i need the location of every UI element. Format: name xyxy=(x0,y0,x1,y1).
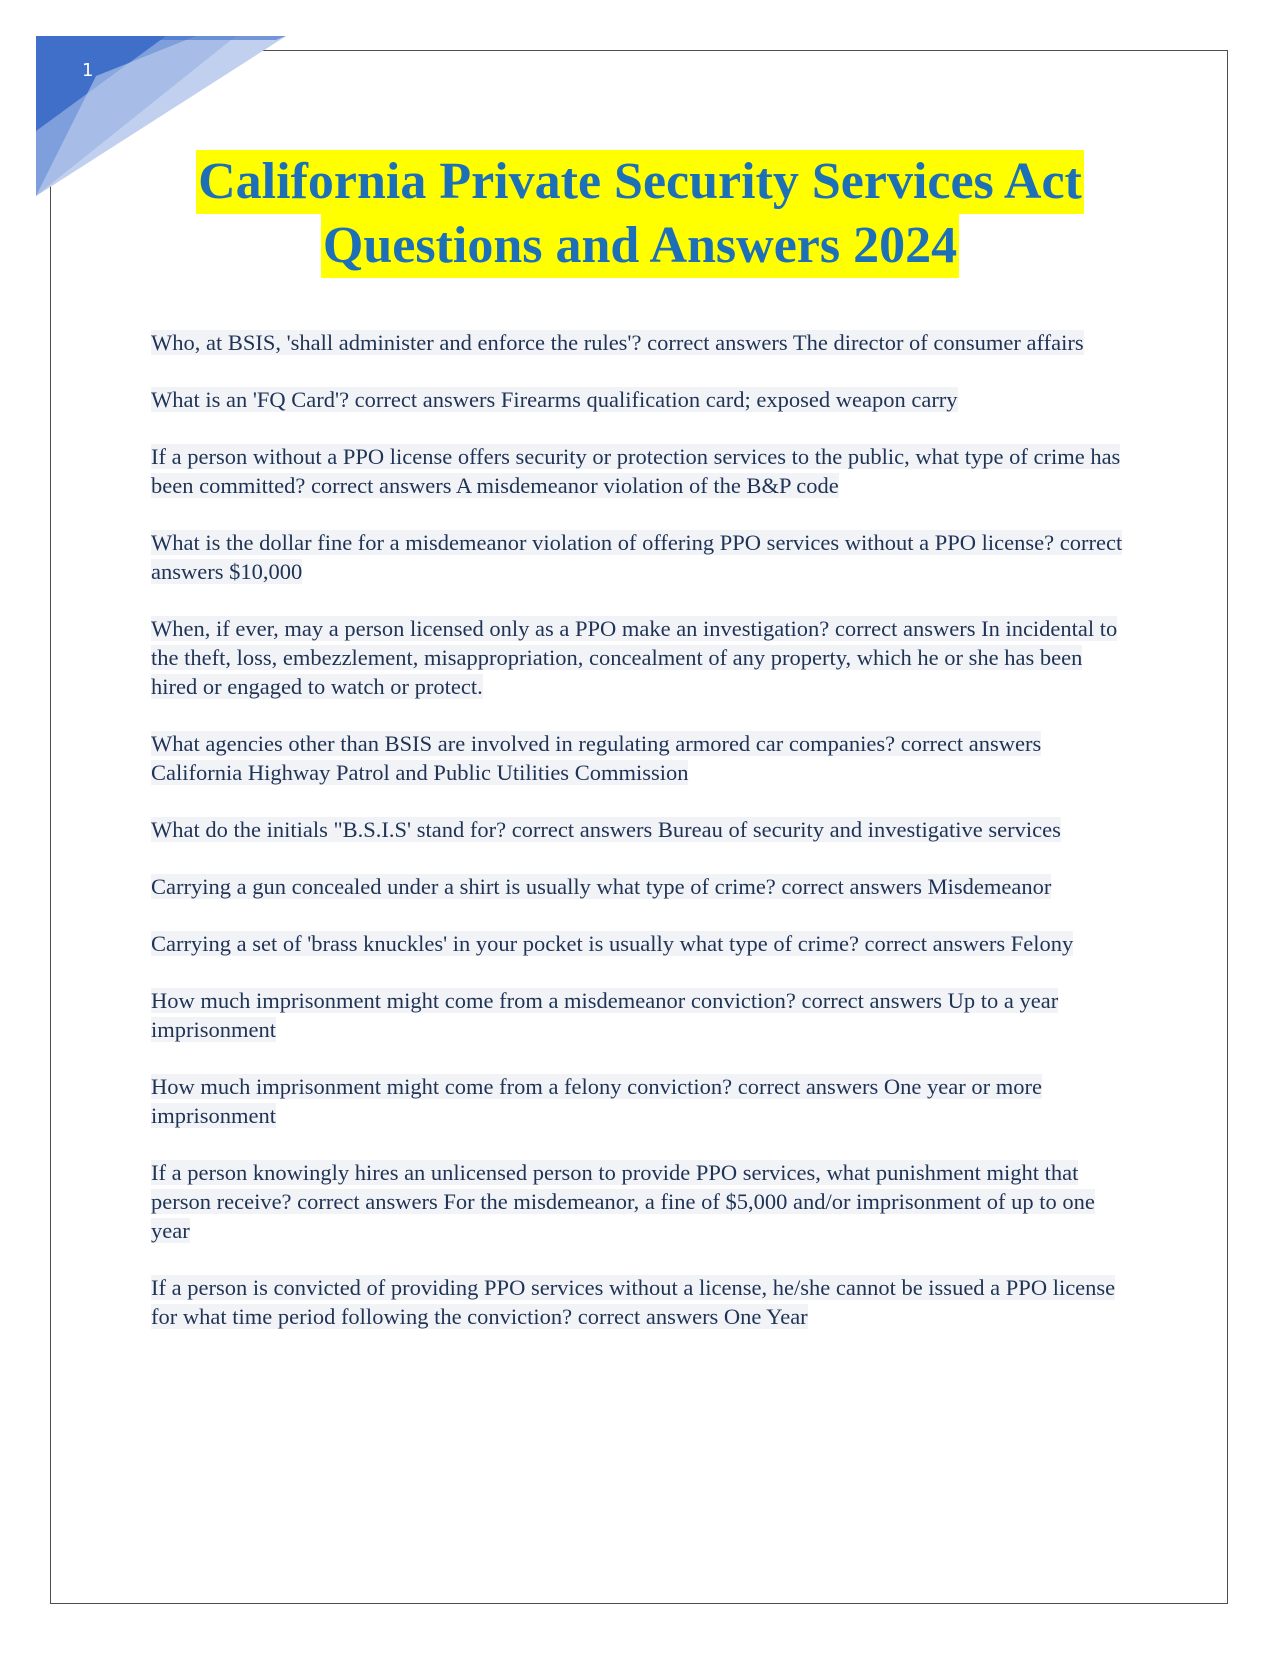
qa-item xyxy=(151,986,1131,1044)
document-title xyxy=(60,150,1220,278)
qa-item xyxy=(151,1158,1131,1245)
title-line-1: California Private Security Services Act xyxy=(196,150,1084,214)
page-number: 1 xyxy=(82,60,94,81)
qa-text: How much imprisonment might come from a misdemeanor conviction? correct answers Up to a year imprisonment xyxy=(151,988,1059,1042)
qa-item xyxy=(151,442,1131,500)
qa-text: If a person knowingly hires an unlicensed person to provide PPO services, what punishment might that person receive? correct answers For the misdemeanor, a fine of $5,000 and/or imprisonment of up to one year xyxy=(151,1160,1095,1243)
qa-item xyxy=(151,815,1131,844)
qa-text: How much imprisonment might come from a felony conviction? correct answers One year or more imprisonment xyxy=(151,1074,1042,1128)
qa-item xyxy=(151,614,1131,701)
qa-item xyxy=(151,385,1131,414)
qa-text: What do the initials "B.S.I.S' stand for? correct answers Bureau of security and investigative services xyxy=(151,817,1061,842)
qa-item xyxy=(151,872,1131,901)
qa-text: What agencies other than BSIS are involved in regulating armored car companies? correct answers California Highway Patrol and Public Utilities Commission xyxy=(151,731,1042,785)
qa-text: Carrying a gun concealed under a shirt is usually what type of crime? correct answers Misdemeanor xyxy=(151,874,1052,899)
qa-item xyxy=(151,1072,1131,1130)
qa-text: If a person without a PPO license offers security or protection services to the public, what type of crime has been committed? correct answers A misdemeanor violation of the B&P code xyxy=(151,444,1121,498)
qa-list xyxy=(151,328,1131,1359)
qa-item xyxy=(151,328,1131,357)
title-line-2: Questions and Answers 2024 xyxy=(321,214,959,278)
qa-text: What is the dollar fine for a misdemeanor violation of offering PPO services without a PPO license? correct answers $10,000 xyxy=(151,530,1123,584)
qa-item xyxy=(151,929,1131,958)
qa-item xyxy=(151,1273,1131,1331)
qa-text: Carrying a set of 'brass knuckles' in your pocket is usually what type of crime? correct answers Felony xyxy=(151,931,1074,956)
qa-text: Who, at BSIS, 'shall administer and enforce the rules'? correct answers The director of consumer affairs xyxy=(151,330,1084,355)
qa-item xyxy=(151,729,1131,787)
qa-item xyxy=(151,528,1131,586)
qa-text: When, if ever, may a person licensed only as a PPO make an investigation? correct answers In incidental to the theft, loss, embezzlement, misappropriation, concealment of any property, which he or she has been hired or engaged to watch or protect. xyxy=(151,616,1118,699)
qa-text: If a person is convicted of providing PPO services without a license, he/she cannot be issued a PPO license for what time period following the conviction? correct answers One Year xyxy=(151,1275,1116,1329)
qa-text: What is an 'FQ Card'? correct answers Firearms qualification card; exposed weapon carry xyxy=(151,387,958,412)
